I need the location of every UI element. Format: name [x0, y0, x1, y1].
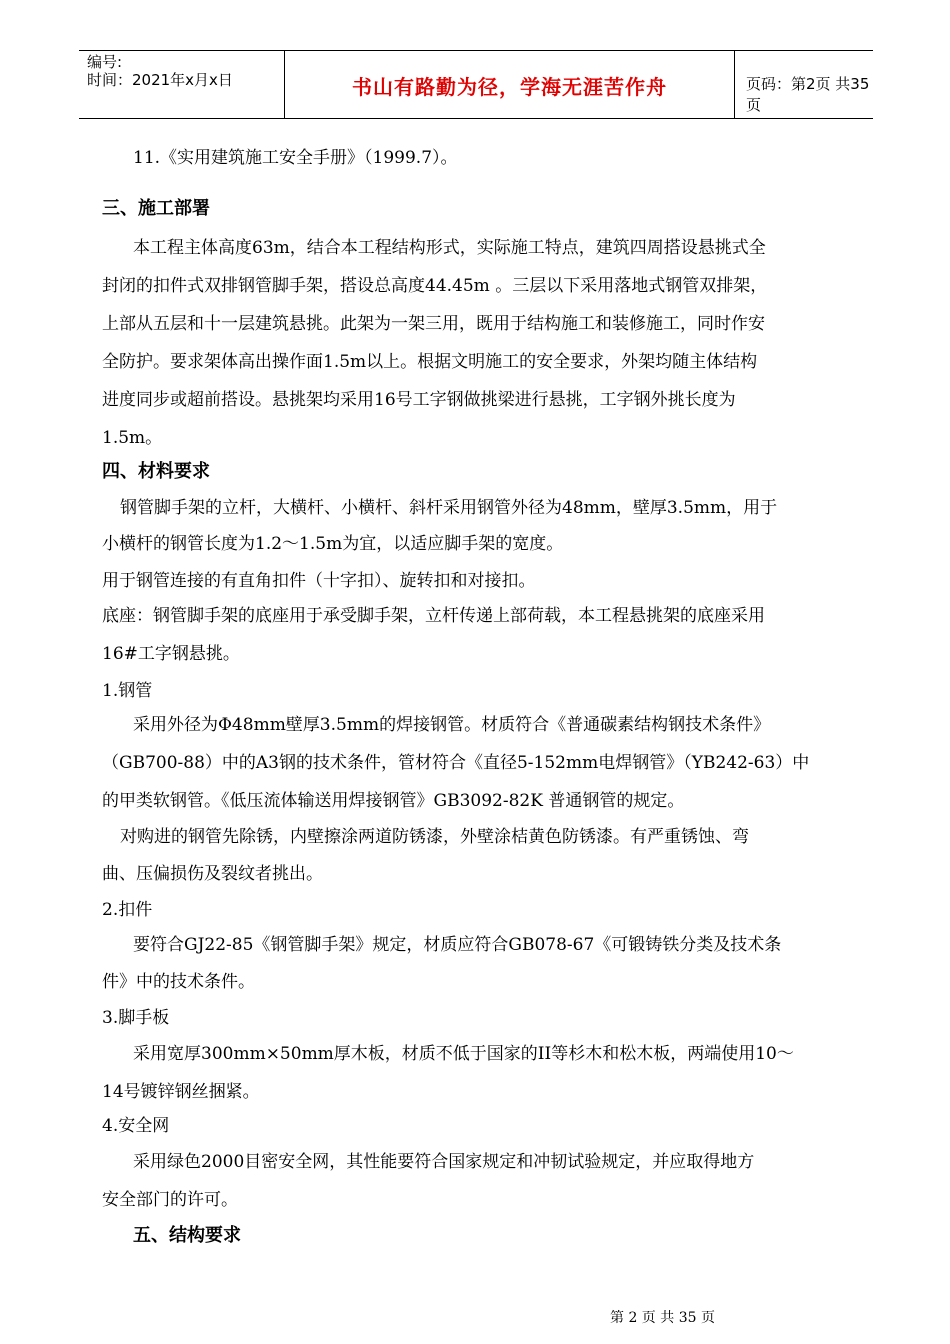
paragraph-line: 进度同步或超前搭设。悬挑架均采用16号工字钢做挑梁进行悬挑，工字钢外挑长度为 — [102, 390, 736, 410]
paragraph-line: 采用宽厚300mm×50mm厚木板，材质不低于国家的II等杉木和松木板，两端使用10～ — [133, 1044, 794, 1064]
paragraph-line: 本工程主体高度63m，结合本工程结构形式，实际施工特点，建筑四周搭设悬挑式全 — [133, 238, 766, 258]
paragraph-line: 要符合GJ22-85《钢管脚手架》规定，材质应符合GB078-67《可锻铸铁分类及技术条 — [133, 935, 782, 955]
subsection-heading: 2.扣件 — [102, 900, 153, 920]
paragraph-line: （GB700-88）中的A3钢的技术条件，管材符合《直径5-152mm电焊钢管》（YB242-63）中 — [102, 753, 810, 773]
paragraph-line: 采用外径为Φ48mm壁厚3.5mm的焊接钢管。材质符合《普通碳素结构钢技术条件》 — [133, 715, 771, 735]
paragraph-line: 采用绿色2000目密安全网，其性能要符合国家规定和冲韧试验规定，并应取得地方 — [133, 1152, 755, 1172]
header-page-cell — [736, 51, 873, 118]
subsection-heading: 3.脚手板 — [102, 1008, 170, 1028]
paragraph-line: 底座：钢管脚手架的底座用于承受脚手架，立杆传递上部荷载，本工程悬挑架的底座采用 — [102, 606, 765, 626]
document-header — [79, 50, 873, 119]
paragraph-line: 全防护。要求架体高出操作面1.5m以上。根据文明施工的安全要求，外架均随主体结构 — [102, 352, 758, 372]
section-heading-3: 三、施工部署 — [102, 198, 210, 219]
paragraph-line: 上部从五层和十一层建筑悬挑。此架为一架三用，既用于结构施工和装修施工，同时作安 — [102, 314, 765, 334]
section-heading-5: 五、结构要求 — [133, 1225, 241, 1246]
paragraph-line: 钢管脚手架的立杆，大横杆、小横杆、斜杆采用钢管外径为48mm，壁厚3.5mm，用于 — [120, 498, 778, 518]
header-motto-cell — [285, 51, 735, 118]
header-meta-cell — [79, 51, 285, 118]
paragraph-line: 用于钢管连接的有直角扣件（十字扣）、旋转扣和对接扣。 — [102, 571, 536, 591]
paragraph-line: 安全部门的许可。 — [102, 1190, 238, 1210]
header-page-info: 页码：第2页 共35页 — [746, 75, 870, 114]
document-number-label: 编号: — [87, 53, 123, 71]
paragraph-line: 曲、压偏损伤及裂纹者挑出。 — [102, 864, 323, 884]
paragraph-line: 小横杆的钢管长度为1.2～1.5m为宜，以适应脚手架的宽度。 — [102, 534, 564, 554]
section-heading-4: 四、材料要求 — [102, 461, 210, 482]
subsection-heading: 4.安全网 — [102, 1116, 170, 1136]
paragraph-line: 的甲类软钢管。《低压流体输送用焊接钢管》GB3092-82K 普通钢管的规定。 — [102, 791, 685, 811]
paragraph-line: 封闭的扣件式双排钢管脚手架，搭设总高度44.45m 。三层以下采用落地式钢管双排架， — [102, 276, 768, 296]
subsection-heading: 1.钢管 — [102, 681, 153, 701]
reference-item-11: 11.《实用建筑施工安全手册》（1999.7）。 — [133, 148, 458, 168]
page-footer: 第 2 页 共 35 页 — [610, 1310, 715, 1326]
document-date: 时间：2021年x月x日 — [87, 71, 233, 89]
paragraph-line: 件》中的技术条件。 — [102, 972, 255, 992]
header-motto: 书山有路勤为径，学海无涯苦作舟 — [352, 75, 667, 99]
paragraph-line: 14号镀锌钢丝捆紧。 — [102, 1082, 260, 1102]
paragraph-line: 1.5m。 — [102, 428, 163, 448]
paragraph-line: 对购进的钢管先除锈，内壁擦涂两道防锈漆，外壁涂桔黄色防锈漆。有严重锈蚀、弯 — [120, 827, 749, 847]
paragraph-line: 16#工字钢悬挑。 — [102, 644, 240, 664]
